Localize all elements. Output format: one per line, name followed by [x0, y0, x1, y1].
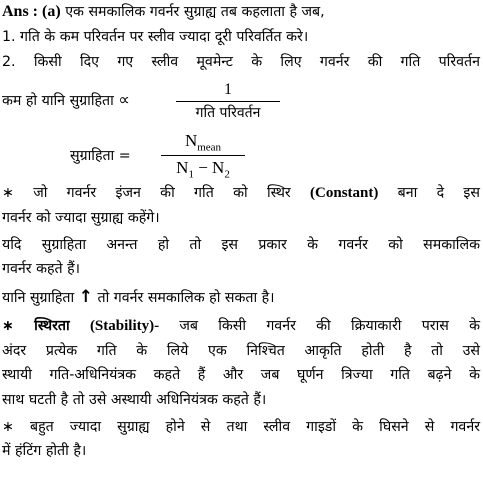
sensitivity-proportion-fraction	[176, 80, 280, 123]
stability-line-1-text: जब किसी गवर्नर की क्रियाकारी परास के	[179, 318, 480, 334]
bullet-star-icon: ∗	[2, 419, 14, 435]
stability-line-3: स्थायी गति-अधिनियंत्रक कहते हैं और जब घूर्णन त्रिज्या गति बढ़ने के	[2, 367, 480, 383]
n-mean-base: N	[184, 131, 198, 150]
hunting-line-1	[2, 417, 480, 437]
sensitivity-label: सुग्राहिता =	[70, 148, 131, 164]
sensitive-governor-text-a: जो गवर्नर इंजन की गति को स्थिर	[33, 185, 291, 201]
sensitive-governor-line-1	[2, 183, 480, 203]
sensitivity-increase-text-b: तो गवर्नर समकालिक हो सकता है।	[97, 290, 275, 306]
answer-intro-line	[2, 2, 325, 22]
stability-line-1	[2, 316, 480, 336]
point-2-line-1: 2. किसी दिए गए स्लीव मूवमेन्ट के लिए गवर्नर की गति परिवर्तन	[2, 54, 480, 70]
point-1: 1. गति के कम परिवर्तन पर स्लीव ज्यादा दूरी परिवर्तित करे।	[2, 29, 309, 45]
up-arrow-icon: ↑	[78, 287, 93, 307]
fraction-2-denominator	[161, 158, 245, 180]
answer-label: Ans : (a)	[2, 3, 61, 20]
fraction-2-bar	[161, 155, 245, 156]
sensitive-governor-line-2: गवर्नर को ज्यादा सुग्राह्य कहेंगे।	[2, 210, 160, 226]
stability-heading-english: (Stability)-	[89, 318, 160, 334]
stability-line-4: साथ घटती है तो उसे अस्थायी अधिनियंत्रक कहते हैं।	[2, 392, 267, 408]
fraction-2-numerator	[161, 131, 245, 153]
point-2-line-2	[2, 90, 130, 111]
infinite-sensitivity-line-1: यदि सुग्राहिता अनन्त हो तो इस प्रकार के गवर्नर को समकालिक	[2, 237, 480, 253]
n1-subscript: 1	[188, 168, 194, 181]
bullet-star-icon: ∗	[2, 185, 14, 201]
fraction-1-numerator: 1	[224, 81, 232, 98]
fraction-1-denominator: गति परिवर्तन	[195, 105, 261, 121]
n2-subscript: 2	[224, 168, 230, 181]
fraction-1-bar	[176, 101, 280, 102]
answer-intro-text: एक समकालिक गवर्नर सुग्राह्य तब कहलाता है जब,	[65, 4, 325, 20]
sensitivity-increase-line	[2, 287, 275, 308]
constant-term: (Constant)	[310, 185, 379, 201]
proportional-symbol: ∝	[118, 90, 130, 109]
n-mean-subscript: mean	[197, 141, 222, 154]
sensitivity-increase-text-a: यानि सुग्राहिता	[2, 290, 75, 306]
minus-n2-base: − N	[193, 158, 225, 178]
infinite-sensitivity-line-2: गवर्नर कहते हैं।	[2, 261, 80, 277]
sensitivity-formula-fraction	[161, 131, 245, 181]
stability-heading-hindi: स्थिरता	[34, 318, 70, 334]
stability-line-2: अंदर प्रत्येक गति के लिये एक निश्चित आकृति होती है तो उसे	[2, 343, 480, 359]
bullet-star-icon: ∗	[2, 318, 14, 334]
hunting-line-2: में हंटिंग होती है।	[2, 443, 87, 459]
sensitive-governor-text-b: बना दे इस	[397, 185, 480, 201]
n1-base: N	[176, 158, 189, 178]
point-2-line-2-text: कम हो यानि सुग्राहिता	[2, 93, 114, 109]
hunting-line-1-text: बहुत ज्यादा सुग्राह्य होने से तथा स्लीव गाइडों के घिसने से गवर्नर	[29, 419, 480, 435]
